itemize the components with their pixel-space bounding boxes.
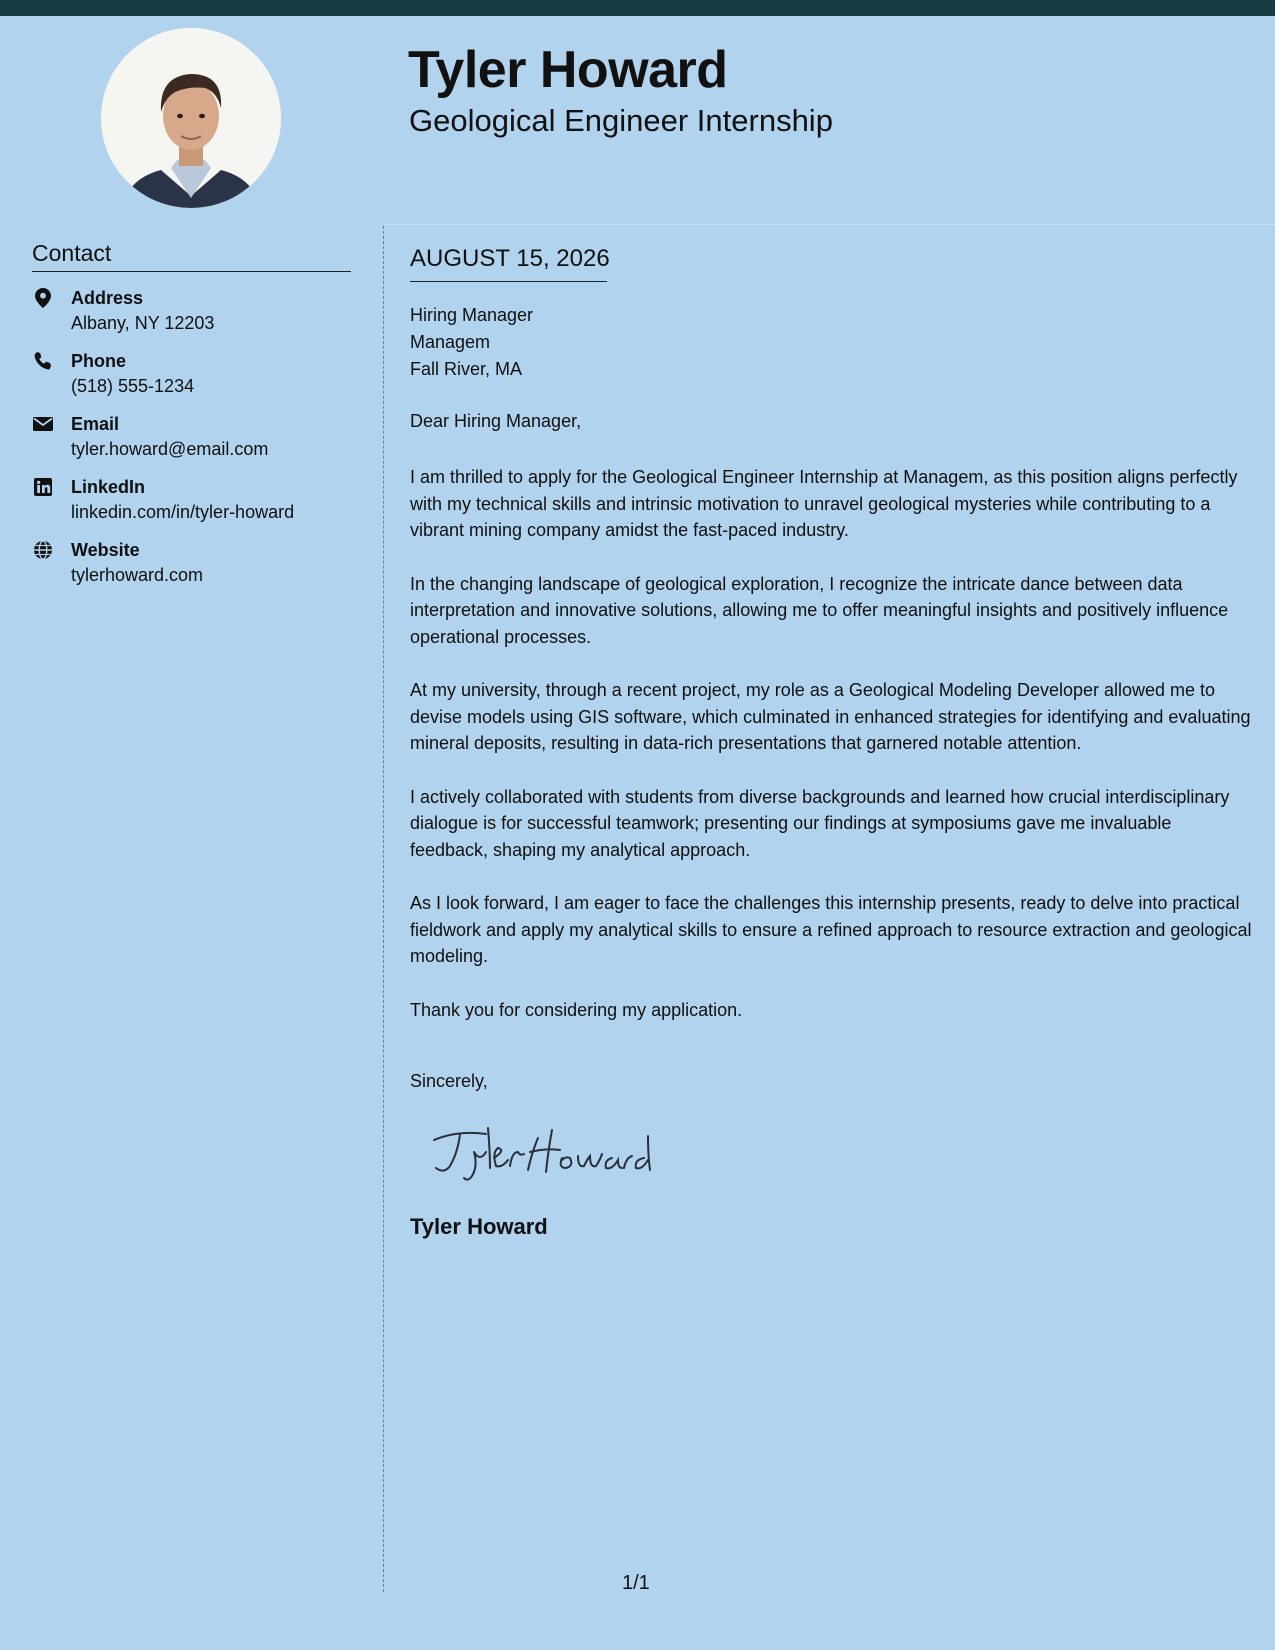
signer-name: Tyler Howard (410, 1214, 548, 1239)
date-underline (410, 281, 607, 282)
body-paragraph: As I look forward, I am eager to face the challenges this internship presents, ready to delve into practical fieldwork and apply my analytical skills to ensure a refined approach to resource extraction and geological modeling. (410, 893, 1252, 966)
body-paragraph: I actively collaborated with students from diverse backgrounds and learned how crucial interdisciplinary dialogue is for successful teamwork; presenting our findings at symposiums gave me invaluable feedback, shaping my analytical approach. (410, 786, 1230, 860)
recipient-block (410, 302, 533, 383)
contact-website (32, 537, 362, 589)
address-value: Albany, NY 12203 (71, 313, 215, 333)
linkedin-label: LinkedIn (71, 477, 146, 497)
recipient-location: Fall River, MA (410, 359, 523, 379)
greeting: Dear Hiring Manager, (410, 411, 582, 431)
letter-date: AUGUST 15, 2026 (410, 245, 610, 272)
top-accent-bar (0, 0, 1275, 16)
contact-phone (32, 348, 362, 400)
body-paragraph: At my university, through a recent project, my role as a Geological Modeling Developer allowed me to devise models using GIS software, which culminated in enhanced strategies for identifying and evaluating mineral deposits, resulting in data-rich presentations that garnered notable attention. (410, 680, 1251, 753)
phone-icon (32, 350, 54, 372)
contact-email (32, 411, 362, 463)
email-label: Email (71, 414, 120, 434)
contact-address (32, 285, 362, 337)
body-paragraph: In the changing landscape of geological exploration, I recognize the intricate dance between data interpretation and innovative solutions, allowing me to offer meaningful insights and positively influence operational processes. (410, 573, 1229, 647)
header-divider (384, 224, 1275, 225)
page-number: 1/1 (622, 1572, 650, 1594)
body-paragraph: Thank you for considering my application. (410, 999, 743, 1020)
body-paragraph: I am thrilled to apply for the Geological Engineer Internship at Managem, as this position aligns perfectly with my technical skills and intrinsic motivation to unravel geological mysteries while contributing to a vibrant mining company amidst the fast-paced industry. (410, 467, 1238, 540)
phone-label: Phone (71, 351, 127, 371)
closing: Sincerely, (410, 1071, 488, 1091)
contact-heading-rule (32, 271, 351, 272)
column-divider (383, 226, 384, 1592)
profile-photo (101, 28, 281, 208)
handwritten-signature (428, 1122, 658, 1187)
linkedin-icon (32, 476, 54, 498)
letter-body (410, 464, 1252, 1050)
recipient-name: Hiring Manager (410, 305, 534, 325)
website-value[interactable]: tylerhoward.com (71, 565, 204, 585)
position-title: Geological Engineer Internship (409, 103, 833, 138)
website-label: Website (71, 540, 140, 560)
map-pin-icon (32, 287, 54, 309)
recipient-company: Managem (410, 332, 491, 352)
linkedin-value[interactable]: linkedin.com/in/tyler-howard (71, 502, 295, 522)
candidate-name: Tyler Howard (408, 41, 728, 99)
phone-value[interactable]: (518) 555-1234 (71, 376, 195, 396)
contact-linkedin (32, 474, 362, 526)
contact-heading: Contact (32, 240, 112, 266)
globe-icon (32, 539, 54, 561)
email-value[interactable]: tyler.howard@email.com (71, 439, 269, 459)
address-label: Address (71, 288, 144, 308)
envelope-icon (32, 413, 54, 435)
